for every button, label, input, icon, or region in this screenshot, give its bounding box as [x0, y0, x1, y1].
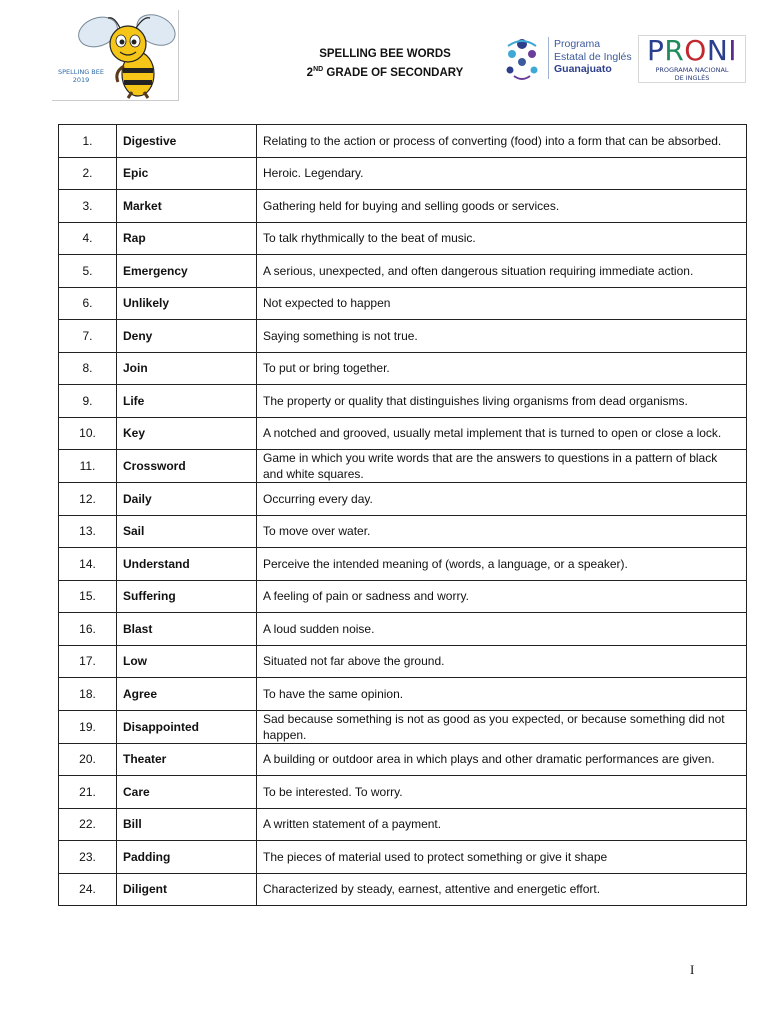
spelling-word: Daily — [117, 483, 257, 516]
spelling-word: Sail — [117, 515, 257, 548]
table-row — [59, 873, 747, 906]
word-number: 15. — [59, 580, 117, 613]
word-number: 24. — [59, 873, 117, 906]
word-number: 13. — [59, 515, 117, 548]
table-row — [59, 255, 747, 288]
table-row — [59, 710, 747, 743]
bee-caption-line2: 2019 — [72, 76, 90, 84]
word-definition: Perceive the intended meaning of (words, a language, or a speaker). — [257, 548, 747, 581]
word-definition: Characterized by steady, earnest, attentive and energetic effort. — [257, 873, 747, 906]
word-definition: The pieces of material used to protect something or give it shape — [257, 841, 747, 874]
grade-ordinal-suffix: ND — [313, 66, 324, 73]
page-number: I — [690, 962, 695, 977]
spelling-word: Deny — [117, 320, 257, 353]
table-row — [59, 287, 747, 320]
word-number: 2. — [59, 157, 117, 190]
spelling-words-table — [58, 124, 747, 906]
table-row — [59, 190, 747, 223]
word-definition: Gathering held for buying and selling goods or services. — [257, 190, 747, 223]
word-definition: The property or quality that distinguishes living organisms from dead organisms. — [257, 385, 747, 418]
word-rows — [59, 125, 747, 906]
word-number: 19. — [59, 710, 117, 743]
grade-number: 2 — [306, 66, 314, 79]
grade-label: GRADE OF SECONDARY — [323, 66, 464, 79]
table-row — [59, 483, 747, 516]
word-definition: To put or bring together. — [257, 352, 747, 385]
spelling-word: Disappointed — [117, 710, 257, 743]
word-definition: Relating to the action or process of converting (food) into a form that can be absorbed. — [257, 125, 747, 158]
spelling-word: Padding — [117, 841, 257, 874]
spelling-word: Care — [117, 776, 257, 809]
proni-sub-line1: PROGRAMA NACIONAL — [655, 66, 729, 74]
word-definition: Occurring every day. — [257, 483, 747, 516]
spelling-word: Join — [117, 352, 257, 385]
spelling-word: Suffering — [117, 580, 257, 613]
document-title — [285, 46, 485, 81]
spelling-word: Rap — [117, 222, 257, 255]
gto-line3: Guanajuato — [554, 63, 612, 75]
spelling-word: Theater — [117, 743, 257, 776]
proni-subtitle — [639, 66, 745, 82]
word-definition: To move over water. — [257, 515, 747, 548]
table-row — [59, 613, 747, 646]
word-definition: Game in which you write words that are the answers to questions in a pattern of black and white squares. — [257, 450, 747, 483]
word-definition: A feeling of pain or sadness and worry. — [257, 580, 747, 613]
gto-line2: Estatal de Inglés — [554, 50, 632, 63]
table-row — [59, 743, 747, 776]
title-line-1: SPELLING BEE WORDS — [319, 48, 451, 60]
word-definition: To talk rhythmically to the beat of music. — [257, 222, 747, 255]
proni-sub-line2: DE INGLÉS — [674, 74, 710, 82]
spelling-word: Agree — [117, 678, 257, 711]
table-row — [59, 385, 747, 418]
guanajuato-emblem-icon — [500, 34, 546, 84]
table-row — [59, 841, 747, 874]
word-definition: Heroic. Legendary. — [257, 157, 747, 190]
spelling-word: Low — [117, 645, 257, 678]
word-definition: A serious, unexpected, and often dangerous situation requiring immediate action. — [257, 255, 747, 288]
word-number: 5. — [59, 255, 117, 288]
document-header — [0, 0, 768, 110]
word-number: 21. — [59, 776, 117, 809]
word-definition: A notched and grooved, usually metal implement that is turned to open or close a lock. — [257, 417, 747, 450]
word-number: 20. — [59, 743, 117, 776]
word-definition: Saying something is not true. — [257, 320, 747, 353]
word-number: 16. — [59, 613, 117, 646]
word-number: 6. — [59, 287, 117, 320]
word-definition: A written statement of a payment. — [257, 808, 747, 841]
spelling-word: Bill — [117, 808, 257, 841]
spelling-word: Unlikely — [117, 287, 257, 320]
guanajuato-program-logo — [500, 34, 635, 84]
table-row — [59, 515, 747, 548]
spelling-word: Digestive — [117, 125, 257, 158]
table-row — [59, 776, 747, 809]
proni-wordmark: PRONI — [646, 34, 738, 67]
spelling-word: Emergency — [117, 255, 257, 288]
table-row — [59, 580, 747, 613]
word-number: 18. — [59, 678, 117, 711]
spelling-word: Epic — [117, 157, 257, 190]
word-definition: Situated not far above the ground. — [257, 645, 747, 678]
table-row — [59, 548, 747, 581]
word-definition: Sad because something is not as good as you expected, or because something did not happen. — [257, 710, 747, 743]
table-row — [59, 352, 747, 385]
table-row — [59, 645, 747, 678]
bee-mascot-icon — [52, 10, 178, 100]
word-number: 10. — [59, 417, 117, 450]
table-row — [59, 417, 747, 450]
spelling-word: Diligent — [117, 873, 257, 906]
word-number: 9. — [59, 385, 117, 418]
word-definition: A building or outdoor area in which plays and other dramatic performances are given. — [257, 743, 747, 776]
word-number: 22. — [59, 808, 117, 841]
word-number: 11. — [59, 450, 117, 483]
proni-logo — [638, 35, 746, 83]
guanajuato-program-name — [554, 38, 638, 76]
bee-caption-line1: SPELLING BEE — [58, 68, 104, 76]
word-definition: To have the same opinion. — [257, 678, 747, 711]
table-row — [59, 320, 747, 353]
word-number: 8. — [59, 352, 117, 385]
table-row — [59, 450, 747, 483]
table-row — [59, 222, 747, 255]
table-row — [59, 678, 747, 711]
word-definition: A loud sudden noise. — [257, 613, 747, 646]
spelling-word: Life — [117, 385, 257, 418]
word-number: 23. — [59, 841, 117, 874]
table-row — [59, 125, 747, 158]
word-number: 3. — [59, 190, 117, 223]
table-row — [59, 157, 747, 190]
gto-line1: Programa — [554, 38, 601, 50]
spelling-word: Understand — [117, 548, 257, 581]
spelling-word: Crossword — [117, 450, 257, 483]
bee-logo-caption — [56, 68, 106, 84]
word-number: 7. — [59, 320, 117, 353]
spelling-word: Market — [117, 190, 257, 223]
word-definition: To be interested. To worry. — [257, 776, 747, 809]
word-number: 1. — [59, 125, 117, 158]
title-line-2 — [285, 62, 485, 81]
word-definition: Not expected to happen — [257, 287, 747, 320]
logo-divider — [548, 37, 549, 79]
word-number: 12. — [59, 483, 117, 516]
spelling-bee-logo — [52, 10, 179, 101]
word-number: 17. — [59, 645, 117, 678]
word-number: 4. — [59, 222, 117, 255]
spelling-word: Key — [117, 417, 257, 450]
table-row — [59, 808, 747, 841]
spelling-word: Blast — [117, 613, 257, 646]
word-number: 14. — [59, 548, 117, 581]
